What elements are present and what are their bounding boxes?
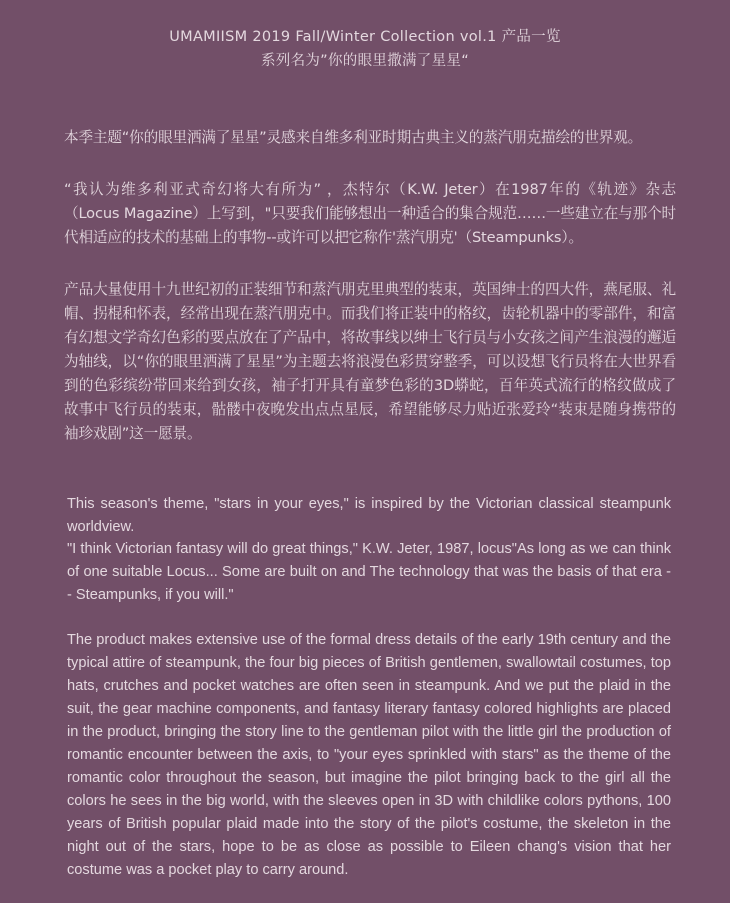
chinese-quote-paragraph — [64, 178, 676, 250]
english-quote-text: "I think Victorian fantasy will do great things," K.W. Jeter, 1987, locus"As long as we can think of one suitable Locus... Some are built on and The technology that was the basis of that era -- Steampunks, if you will." — [67, 541, 671, 603]
english-theme-paragraph — [67, 493, 671, 539]
collection-title: UMAMIISM 2019 Fall/Winter Collection vol.1 产品一览 — [169, 29, 561, 45]
english-quote-paragraph — [67, 538, 671, 607]
chinese-product-paragraph — [64, 278, 676, 446]
chinese-theme-paragraph — [64, 126, 676, 150]
english-product-text: The product makes extensive use of the formal dress details of the early 19th century and the typical attire of steampunk, the four big pieces of British gentlemen, swallowtail costumes, top hats, crutches and pocket watches are often seen in steampunk. And we put the plaid in the suit, the gear machine components, and fantasy literary fantasy colored highlights are placed in the product, bringing the story line to the gentleman pilot with the little girl the production of romantic encounter between the axis, to "your eyes sprinkled with stars" as the theme of the romantic color throughout the season, but imagine the pilot bringing back to the girl all the colors he sees in the big world, with the sleeves open in 3D with childlike colors pythons, 100 years of British popular plaid made into the story of the pilot's costume, the skeleton in the night out of the stars, hope to be as close as possible to Eileen chang's vision that her costume was a pocket play to carry around. — [67, 632, 671, 878]
english-theme-text: This season's theme, "stars in your eyes," is inspired by the Victorian classical steampunk worldview. — [67, 496, 671, 535]
chinese-product-text: 产品大量使用十九世纪初的正装细节和蒸汽朋克里典型的装束，英国绅士的四大件，燕尾服、礼帽、拐棍和怀表，经常出现在蒸汽朋克中。而我们将正装中的格纹，齿轮机器中的零部件，和富有幻想文学奇幻色彩的要点放在了产品中，将故事线以绅士飞行员与小女孩之间产生浪漫的邂逅为轴线，以“你的眼里洒满了星星”为主题去将浪漫色彩贯穿整季，可以设想飞行员将在大世界看到的色彩缤纷带回来给到女孩，袖子打开具有童梦色彩的3D蟒蛇，百年英式流行的格纹做成了故事中飞行员的装束，骷髅中夜晚发出点点星辰，希望能够尽力贴近张爱玲“装束是随身携带的袖珍戏剧”这一愿景。 — [64, 281, 676, 442]
chinese-quote-text: “我认为维多利亚式奇幻将大有所为” ，杰特尔（K.W. Jeter）在1987年的《轨迹》杂志（Locus Magazine）上写到，"只要我们能够想出一种适合的集合规范……一些建立在与那个时代相适应的技术的基础上的事物--或许可以把它称作'蒸汽朋克'（Steampunks）。 — [64, 181, 676, 246]
collection-header — [0, 25, 730, 73]
english-product-paragraph — [67, 629, 671, 882]
series-name: 系列名为”你的眼里撒满了星星“ — [260, 53, 470, 69]
chinese-theme-text: 本季主题“你的眼里洒满了星星”灵感来自维多利亚时期古典主义的蒸汽朋克描绘的世界观。 — [64, 129, 643, 146]
